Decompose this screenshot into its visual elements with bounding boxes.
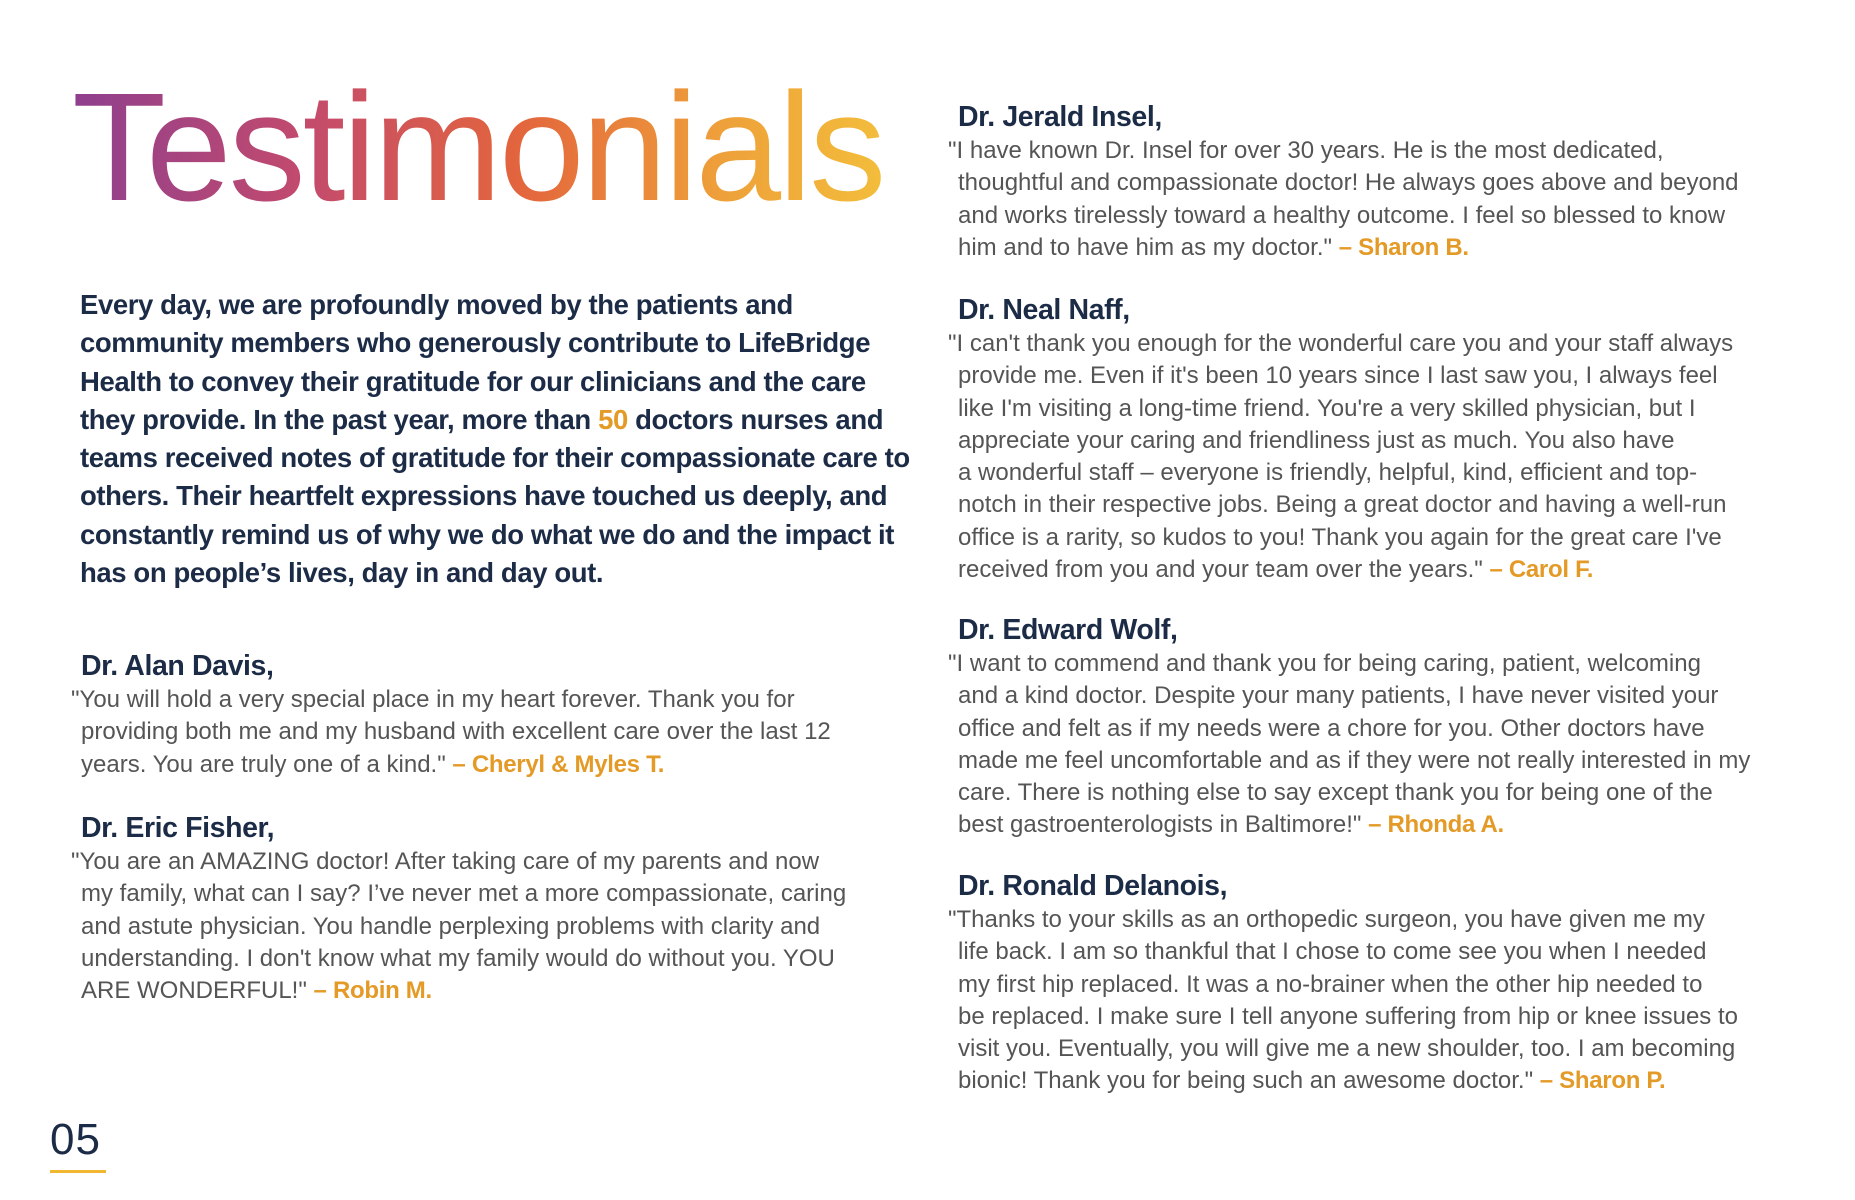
- quote-line: office is a rarity, so kudos to you! Thank you again for the great care I've: [958, 523, 1722, 551]
- quote-line: [948, 809, 1750, 841]
- quote-line-text: bionic! Thank you for being such an awesome doctor.": [958, 1067, 1540, 1095]
- testimonial-author: – Rhonda A.: [1368, 811, 1504, 839]
- quote-line: providing both me and my husband with excellent care over the last 12: [81, 718, 831, 746]
- testimonial-edward-wolf: [948, 612, 1750, 842]
- page-number: 05: [50, 1115, 101, 1164]
- quote-line: my first hip replaced. It was a no-brainer when the other hip needed to: [958, 970, 1703, 998]
- page-number-underline: [50, 1170, 106, 1173]
- quote-line-text: best gastroenterologists in Baltimore!": [958, 811, 1369, 839]
- quote-line: life back. I am so thankful that I chose to come see you when I needed: [958, 938, 1707, 966]
- intro-text-before: Every day, we are profoundly moved by the patients and community members who generously contribute to LifeBridge Health to convey their gratitude for our clinicians and the care they provide. In the past year, more than: [80, 289, 871, 435]
- quote-line-text: him and to have him as my doctor.": [958, 233, 1339, 261]
- testimonial-jerald-insel: [948, 99, 1739, 264]
- quote-line: "Thanks to your skills as an orthopedic surgeon, you have given me my: [948, 906, 1705, 933]
- page-title: Testimonials: [72, 61, 884, 233]
- quote-line: provide me. Even if it's been 10 years since I last saw you, I always feel: [958, 362, 1718, 390]
- quote-line: and a kind doctor. Despite your many patients, I have never visited your: [958, 682, 1719, 710]
- quote-line: [71, 975, 846, 1007]
- quote-line: "You are an AMAZING doctor! After taking care of my parents and now: [71, 848, 820, 875]
- quote-line: [948, 1065, 1738, 1097]
- intro-text-after: doctors nurses and teams received notes of gratitude for their compassionate care to others. Their heartfelt expressions have touched us deeply, and constantly remind us of why we do what we do and the impact it has on people’s lives, day in and day out.: [80, 403, 910, 589]
- quote-line: visit you. Eventually, you will give me a new shoulder, too. I am becoming: [958, 1035, 1736, 1063]
- quote-line: notch in their respective jobs. Being a great doctor and having a well-run: [958, 491, 1727, 519]
- testimonial-alan-davis: [71, 648, 831, 781]
- quote-line: office and felt as if my needs were a chore for you. Other doctors have: [958, 714, 1705, 742]
- quote-line: and astute physician. You handle perplexing problems with clarity and: [81, 912, 821, 940]
- testimonial-ronald-delanois: [948, 868, 1738, 1098]
- doctor-name: Dr. Eric Fisher,: [81, 812, 275, 844]
- testimonial-quote: [948, 904, 1738, 1098]
- quote-line: "You will hold a very special place in my heart forever. Thank you for: [71, 686, 795, 713]
- quote-line: be replaced. I make sure I tell anyone suffering from hip or knee issues to: [958, 1002, 1738, 1030]
- testimonial-quote: [948, 648, 1750, 842]
- quote-line: [948, 554, 1733, 586]
- quote-line: care. There is nothing else to say except thank you for being one of the: [958, 779, 1713, 807]
- intro-highlight-number: 50: [598, 403, 628, 435]
- quote-line: like I'm visiting a long-time friend. You're a very skilled physician, but I: [958, 394, 1696, 422]
- testimonial-quote: [948, 328, 1733, 586]
- quote-line: thoughtful and compassionate doctor! He always goes above and beyond: [958, 169, 1739, 197]
- quote-line: my family, what can I say? I’ve never met a more compassionate, caring: [81, 880, 847, 908]
- quote-line: a wonderful staff – everyone is friendly, helpful, kind, efficient and top-: [958, 459, 1698, 487]
- testimonial-neal-naff: [948, 292, 1733, 586]
- doctor-name: Dr. Neal Naff,: [958, 294, 1130, 326]
- quote-line: made me feel uncomfortable and as if they were not really interested in my: [958, 746, 1751, 774]
- intro-paragraph: [80, 286, 915, 592]
- testimonial-author: – Carol F.: [1489, 556, 1594, 584]
- testimonial-author: – Sharon P.: [1539, 1067, 1666, 1095]
- testimonial-author: – Cheryl & Myles T.: [452, 750, 665, 778]
- quote-line: understanding. I don't know what my family would do without you. YOU: [81, 944, 835, 972]
- testimonial-author: – Robin M.: [313, 977, 432, 1005]
- quote-line-text: received from you and your team over the years.": [958, 556, 1490, 584]
- testimonial-quote: [71, 846, 846, 1007]
- testimonial-author: – Sharon B.: [1338, 233, 1469, 261]
- quote-line: "I can't thank you enough for the wonderful care you and your staff always: [948, 330, 1734, 357]
- quote-line-text: years. You are truly one of a kind.": [81, 750, 453, 778]
- doctor-name: Dr. Alan Davis,: [81, 650, 274, 682]
- quote-line: "I want to commend and thank you for being caring, patient, welcoming: [948, 650, 1701, 677]
- quote-line: appreciate your caring and friendliness just as much. You also have: [958, 426, 1675, 454]
- doctor-name: Dr. Edward Wolf,: [958, 614, 1178, 646]
- quote-line: "I have known Dr. Insel for over 30 years. He is the most dedicated,: [948, 137, 1664, 164]
- testimonial-quote: [71, 684, 831, 781]
- doctor-name: Dr. Jerald Insel,: [958, 101, 1162, 133]
- quote-line: and works tirelessly toward a healthy outcome. I feel so blessed to know: [958, 201, 1726, 229]
- testimonial-eric-fisher: [71, 810, 846, 1007]
- quote-line: [948, 232, 1739, 264]
- doctor-name: Dr. Ronald Delanois,: [958, 870, 1228, 902]
- testimonial-quote: [948, 135, 1739, 264]
- quote-line-text: ARE WONDERFUL!": [81, 977, 314, 1005]
- quote-line: [71, 749, 831, 781]
